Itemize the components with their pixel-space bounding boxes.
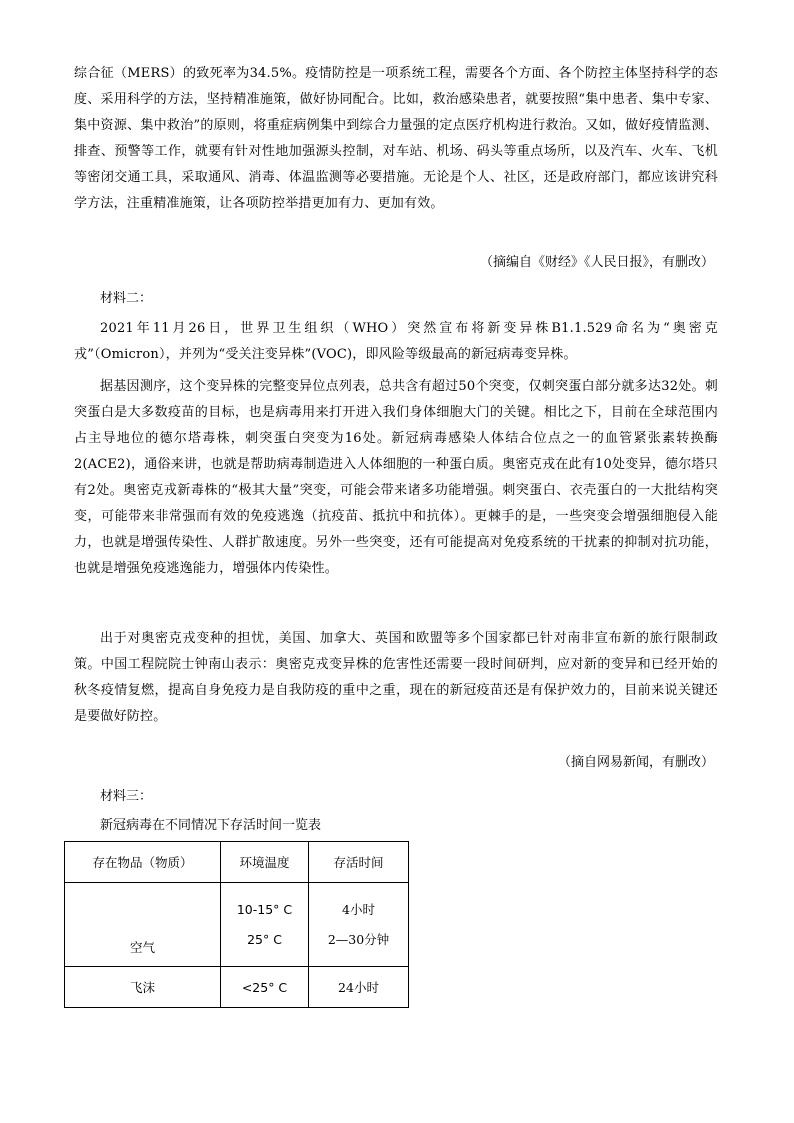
- material2-paragraph-1: 2021年11月26日，世界卫生组织（WHO）突然宣布将新变异株B1.1.529命名为“奥密克戎”（Omicron），并列为“受关注变异株”(VOC)，即风险等级最高的新冠病毒变异株。: [74, 321, 718, 362]
- header-item: 存在物品（物质）: [65, 842, 221, 883]
- material2-source: （摘自网易新闻，有删改）: [557, 755, 714, 770]
- cell-temperature-line: 25° C: [247, 931, 282, 947]
- material2-label: 材料二：: [100, 291, 153, 306]
- material1-paragraph: 综合征（MERS）的致死率为34.5%。疫情防控是一项系统工程，需要各个方面、各个防控主体坚持科学的态度、采用科学的方法，坚持精准施策，做好协同配合。比如，救治感染患者，就要按照“集中患者、集中专家、集中资源、集中救治”的原则，将重症病例集中到综合力量强的定点医疗机构进行救治。又如，做好疫情监测、排查、预警等工作，就要有针对性地加强源头控制，对车站、机场、码头等重点场所，以及汽车、火车、飞机等密闭交通工具，采取通风、消毒、体温监测等必要措施。无论是个人、社区，还是政府部门，都应该讲究科学方法，注重精准施策，让各项防控举措更加有力、更加有效。: [74, 66, 718, 211]
- cell-temperature: [221, 883, 309, 967]
- material3-label: 材料三：: [100, 789, 153, 804]
- cell-item: 空气: [65, 883, 221, 967]
- material2-paragraph-2: 据基因测序，这个变异株的完整变异位点列表，总共含有超过50个突变，仅刺突蛋白部分就多达32处。刺突蛋白是大多数疫苗的目标，也是病毒用来打开进入我们身体细胞大门的关键。相比之下，目前在全球范围内占主导地位的德尔塔毒株，刺突蛋白突变为16处。新冠病毒感染人体结合位点之一的血管紧张素转换酶2(ACE2)，通俗来讲，也就是帮助病毒制造进入人体细胞的一种蛋白质。奥密克戎在此有10处变异，德尔塔只有2处。奥密克戎新毒株的“极其大量”突变，可能会带来诸多功能增强。刺突蛋白、衣壳蛋白的一大批结构突变，可能带来非常强而有效的免疫逃逸（抗疫苗、抵抗中和抗体）。更棘手的是，一些突变会增强细胞侵入能力，也就是增强传染性、人群扩散速度。另外一些突变，还有可能提高对免疫系统的干扰素的抑制对抗功能，也就是增强免疫逃逸能力，增强体内传染性。: [74, 379, 718, 576]
- material1-source: （摘编自《财经》《人民日报》，有删改）: [479, 255, 714, 270]
- table-row: [65, 967, 409, 1008]
- cell-survival-time: 24小时: [309, 967, 409, 1008]
- cell-survival-time-line: 2—30分钟: [327, 931, 390, 947]
- material2-paragraph-3: 出于对奥密克戎变种的担忧，美国、加拿大、英国和欧盟等多个国家都已针对南非宣布新的旅行限制政策。中国工程院院士钟南山表示：奥密克戎变异株的危害性还需要一段时间研判，应对新的变异和已经开始的秋冬疫情复燃，提高自身免疫力是自我防疫的重中之重，现在的新冠疫苗还是有保护效力的，目前来说关键还是要做好防控。: [74, 631, 718, 724]
- table-row: [65, 883, 409, 967]
- header-survival-time: 存活时间: [309, 842, 409, 883]
- cell-item: 飞沫: [65, 967, 221, 1008]
- cell-survival-time-line: 4小时: [342, 901, 375, 917]
- header-temperature: 环境温度: [221, 842, 309, 883]
- cell-survival-time: [309, 883, 409, 967]
- cell-temperature-line: 10-15° C: [236, 901, 293, 917]
- cell-temperature: <25° C: [221, 967, 309, 1008]
- table-title: 新冠病毒在不同情况下存活时间一览表: [100, 818, 322, 833]
- table-header-row: [65, 842, 409, 883]
- survival-time-table: [64, 841, 409, 1008]
